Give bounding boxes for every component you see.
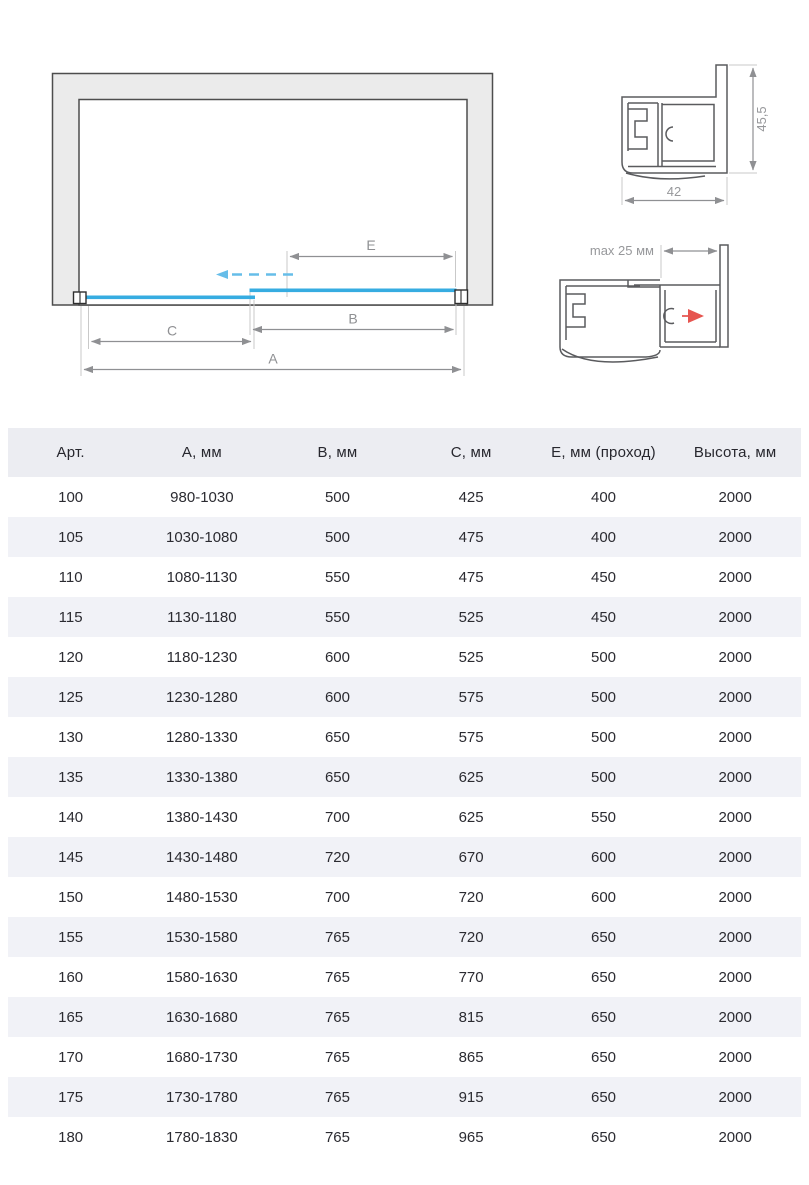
table-cell: 2000: [718, 1008, 752, 1026]
fixed-glass-panel: [86, 296, 255, 300]
table-cell: 700: [324, 808, 350, 826]
table-cell: 1080-1130: [166, 568, 238, 586]
header-b-mm: В, мм: [270, 428, 404, 477]
table-cell: 550: [324, 568, 350, 586]
profile-top-width-label: 42: [666, 184, 682, 199]
table-cell: 2000: [718, 488, 752, 506]
table-cell: 400: [591, 488, 617, 506]
spec-table: [8, 428, 801, 1157]
table-row: [8, 517, 801, 557]
profile-section-top: [622, 65, 769, 205]
table-cell: 165: [58, 1008, 84, 1026]
table-cell: 765: [324, 1008, 350, 1026]
table-cell: 2000: [718, 968, 752, 986]
table-cell: 500: [324, 528, 350, 546]
table-cell: 625: [458, 768, 484, 786]
table-cell: 2000: [718, 888, 752, 906]
profile-bottom-max-label: max 25 мм: [589, 243, 654, 258]
table-cell: 475: [458, 528, 484, 546]
profile-top-screw-boss: [666, 127, 673, 141]
table-row: [8, 957, 801, 997]
wall-profile-left-bracket: [74, 292, 87, 304]
table-row: [8, 477, 801, 517]
table-cell: 700: [324, 888, 350, 906]
table-cell: 1680-1730: [166, 1048, 238, 1066]
table-cell: 525: [458, 608, 484, 626]
dimension-e-label: E: [366, 237, 376, 253]
profile-bottom-right-flange: [720, 245, 728, 347]
table-row: [8, 717, 801, 757]
table-cell: 2000: [718, 728, 752, 746]
table-cell: 120: [58, 648, 84, 666]
table-cell: 450: [591, 608, 617, 626]
table-cell: 170: [58, 1048, 84, 1066]
dimension-c-label: C: [166, 322, 178, 339]
dimension-a-label: A: [268, 350, 278, 367]
table-cell: 625: [458, 808, 484, 826]
table-cell: 500: [591, 728, 617, 746]
wall-profile-right-bracket: [455, 290, 468, 304]
header-art: Арт.: [8, 428, 133, 477]
table-cell: 475: [458, 568, 484, 586]
table-cell: 1030-1080: [166, 528, 238, 546]
table-cell: 1180-1230: [166, 648, 238, 666]
table-cell: 500: [591, 688, 617, 706]
table-cell: 115: [58, 608, 83, 626]
table-cell: 2000: [718, 688, 752, 706]
table-cell: 175: [58, 1088, 84, 1106]
table-cell: 105: [58, 528, 84, 546]
table-cell: 650: [591, 1008, 617, 1026]
table-row: [8, 757, 801, 797]
table-cell: 600: [591, 848, 617, 866]
table-cell: 650: [591, 1128, 617, 1146]
table-row: [8, 877, 801, 917]
table-cell: 1380-1430: [166, 808, 238, 826]
sliding-glass-panel: [250, 289, 457, 293]
table-cell: 525: [458, 648, 484, 666]
table-cell: 815: [458, 1008, 484, 1026]
table-cell: 2000: [718, 848, 752, 866]
profile-bottom-lip: [562, 349, 658, 362]
table-cell: 500: [591, 648, 617, 666]
table-cell: 765: [324, 928, 350, 946]
profile-top-inner-lines: [628, 103, 716, 167]
table-row: [8, 837, 801, 877]
table-cell: 150: [58, 888, 84, 906]
table-row: [8, 997, 801, 1037]
header-c-mm: С, мм: [404, 428, 537, 477]
table-cell: 100: [58, 488, 84, 506]
table-cell: 770: [458, 968, 484, 986]
table-cell: 550: [324, 608, 350, 626]
table-cell: 500: [591, 768, 617, 786]
profile-bottom-left-outline: [560, 280, 660, 357]
table-cell: 500: [324, 488, 350, 506]
table-cell: 145: [58, 848, 84, 866]
table-row: [8, 557, 801, 597]
table-cell: 1330-1380: [166, 768, 238, 786]
table-cell: 600: [324, 688, 350, 706]
table-cell: 2000: [718, 928, 752, 946]
table-cell: 980-1030: [170, 488, 234, 506]
header-e-mm: Е, мм (проход): [538, 428, 670, 477]
table-row: [8, 1077, 801, 1117]
table-cell: 425: [458, 488, 484, 506]
table-row: [8, 637, 801, 677]
table-row: [8, 797, 801, 837]
table-cell: 2000: [718, 528, 752, 546]
table-cell: 765: [324, 1048, 350, 1066]
table-cell: 765: [324, 968, 350, 986]
table-cell: 550: [591, 808, 617, 826]
profile-top-height-label: 45,5: [754, 106, 769, 132]
table-cell: 915: [458, 1088, 484, 1106]
table-cell: 650: [591, 928, 617, 946]
table-cell: 965: [458, 1128, 484, 1146]
profile-section-bottom: [560, 243, 728, 362]
table-cell: 2000: [718, 1088, 752, 1106]
header-a-mm: А, мм: [133, 428, 270, 477]
table-cell: 2000: [718, 768, 752, 786]
table-cell: 1130-1180: [167, 608, 237, 626]
table-cell: 2000: [718, 808, 752, 826]
table-cell: 650: [324, 768, 350, 786]
table-cell: 1580-1630: [166, 968, 238, 986]
table-cell: 575: [458, 688, 484, 706]
table-cell: 865: [458, 1048, 484, 1066]
table-cell: 650: [324, 728, 350, 746]
table-cell: 765: [324, 1088, 350, 1106]
table-cell: 1430-1480: [166, 848, 238, 866]
table-cell: 650: [591, 1048, 617, 1066]
table-cell: 575: [458, 728, 484, 746]
profile-top-hook: [628, 109, 647, 149]
table-cell: 720: [324, 848, 350, 866]
table-row: [8, 597, 801, 637]
table-cell: 600: [324, 648, 350, 666]
spec-table-header: [8, 428, 801, 477]
profile-bottom-inner-lines: [566, 280, 660, 340]
table-cell: 1280-1330: [166, 728, 238, 746]
table-cell: 1230-1280: [166, 688, 238, 706]
table-cell: 650: [591, 968, 617, 986]
table-cell: 765: [324, 1128, 350, 1146]
profile-top-outline: [622, 65, 727, 173]
table-cell: 1480-1530: [166, 888, 238, 906]
table-cell: 1730-1780: [166, 1088, 238, 1106]
table-cell: 670: [458, 848, 484, 866]
table-cell: 1530-1580: [166, 928, 238, 946]
table-cell: 2000: [718, 1048, 752, 1066]
profile-bottom-hook: [566, 294, 585, 327]
dimension-b-label: B: [348, 310, 358, 327]
table-cell: 1630-1680: [166, 1008, 238, 1026]
table-row: [8, 917, 801, 957]
table-cell: 110: [58, 568, 83, 586]
table-cell: 155: [58, 928, 84, 946]
profile-top-bottom-lip: [626, 173, 705, 179]
profile-bottom-door-outline: [634, 285, 720, 347]
table-row: [8, 1037, 801, 1077]
table-cell: 720: [458, 928, 484, 946]
table-cell: 140: [58, 808, 84, 826]
table-cell: 160: [58, 968, 84, 986]
table-cell: 600: [591, 888, 617, 906]
table-cell: 2000: [718, 608, 752, 626]
header-height-mm: Высота, мм: [669, 428, 801, 477]
technical-diagram: [0, 0, 809, 424]
table-cell: 720: [458, 888, 484, 906]
table-cell: 1780-1830: [166, 1128, 238, 1146]
plan-view: [53, 74, 493, 377]
table-cell: 2000: [718, 1128, 752, 1146]
table-cell: 650: [591, 1088, 617, 1106]
table-cell: 2000: [718, 568, 752, 586]
table-cell: 180: [58, 1128, 84, 1146]
spec-table-body: [8, 477, 801, 1157]
table-row: [8, 1117, 801, 1157]
table-cell: 2000: [718, 648, 752, 666]
table-row: [8, 677, 801, 717]
table-cell: 125: [58, 688, 84, 706]
table-cell: 400: [591, 528, 617, 546]
table-cell: 130: [58, 728, 84, 746]
table-cell: 450: [591, 568, 617, 586]
table-cell: 135: [58, 768, 84, 786]
